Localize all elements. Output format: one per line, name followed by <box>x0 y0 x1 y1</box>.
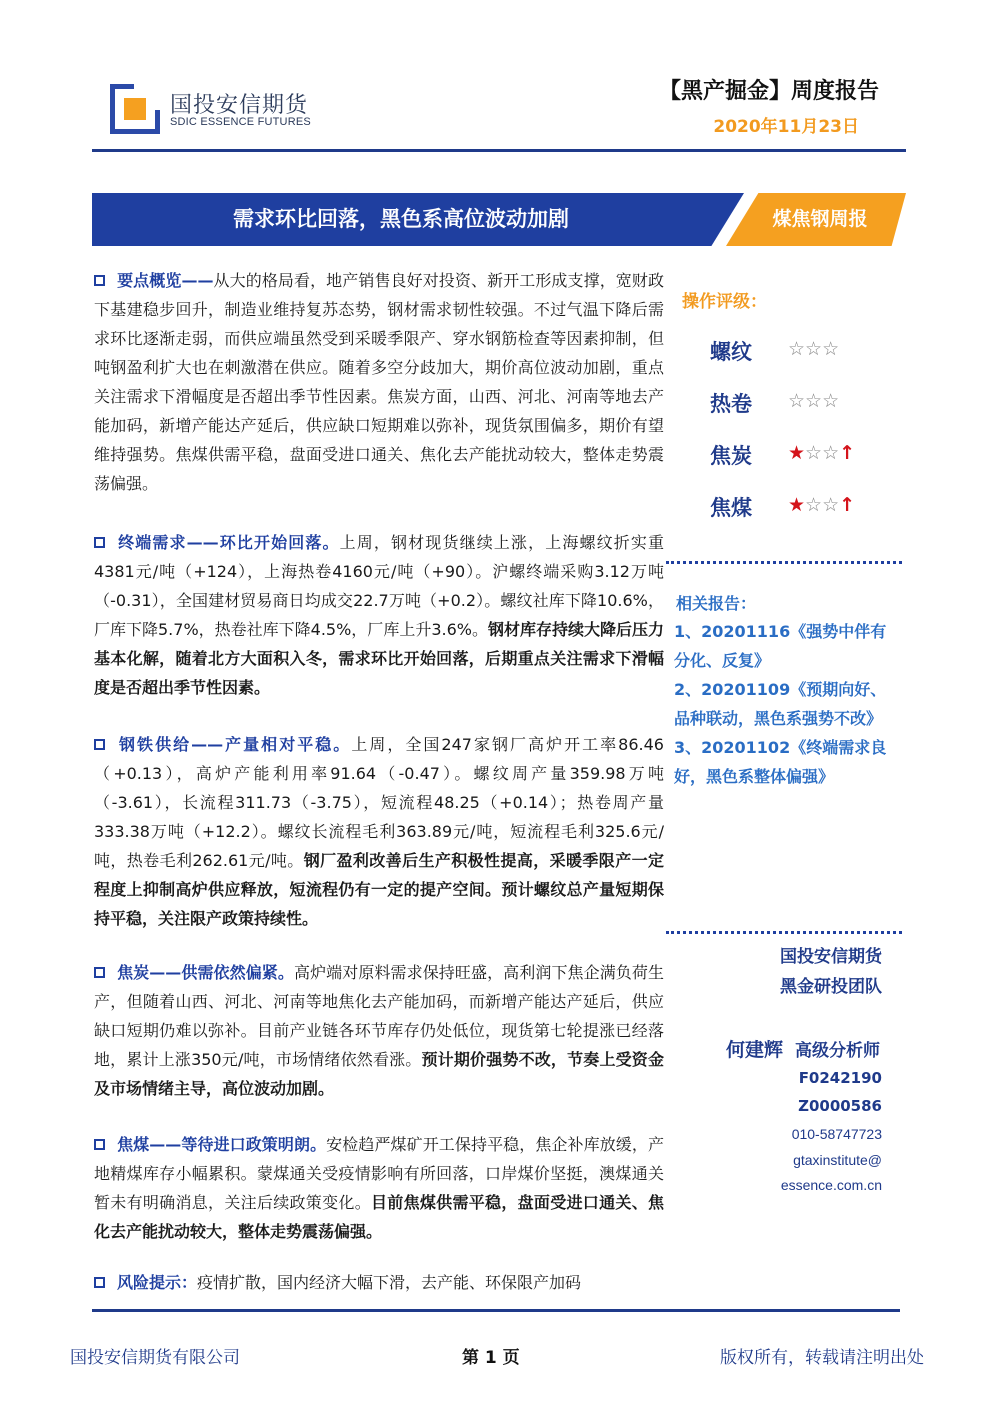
related-report-item[interactable]: 1、20201116《强势中伴有分化、反复》 <box>674 622 887 670</box>
header-divider <box>92 149 906 152</box>
section-keyword: 焦煤——等待进口政策明朗。 <box>117 1135 327 1154</box>
page-number: 第 1 页 <box>462 1348 520 1368</box>
section-text: 上周，钢材现货继续上涨，上海螺纹折实重4381元/吨（+124），上海热卷4160元/吨（+90）。沪螺终端采购3.12万吨（-0.31），全国建材贸易商日均成交22.7万吨（+0.2）。螺纹社库下降10.6%，厂库下降5.7%，热卷社库下降4.5%，厂库上升3.6%。 <box>94 533 664 639</box>
analyst-title: 高级分析师 <box>795 1041 880 1061</box>
star-empty-icon: ☆☆☆ <box>788 338 840 360</box>
report-date: 2020年11月23日 <box>713 117 859 137</box>
rating-product: 焦炭 <box>710 444 752 468</box>
analyst-phone: 010-58747723 <box>791 1126 882 1142</box>
logo-mark-icon <box>110 84 160 134</box>
related-report-item[interactable]: 2、20201109《预期向好、品种联动，黑色系强势不改》 <box>674 680 887 728</box>
bullet-square-icon <box>94 275 105 286</box>
star-empty-icon: ☆☆ <box>805 442 840 464</box>
footer-company: 国投安信期货有限公司 <box>70 1348 240 1368</box>
rating-row <box>710 492 890 532</box>
section-keyword: 终端需求——环比开始回落。 <box>117 533 340 552</box>
rating-stars <box>788 442 855 464</box>
rating-row <box>710 336 890 376</box>
bullet-square-icon <box>94 537 105 548</box>
analyst <box>726 1035 880 1062</box>
sidebar-divider <box>666 931 902 934</box>
section-emphasis: 钢材库存持续大降后压力基本化解，随着北方大面积入冬，需求环比开始回落，后期重点关注需求下滑幅度是否超出季节性因素。 <box>94 620 664 697</box>
report-category-tag: 煤焦钢周报 <box>772 208 868 230</box>
section-overview <box>94 266 664 498</box>
sidebar-divider <box>666 561 902 564</box>
section-coking-coal <box>94 1130 664 1246</box>
section-text: 疫情扩散，国内经济大幅下滑，去产能、环保限产加码 <box>197 1273 582 1292</box>
section-text: 安检趋严煤矿开工保持平稳，焦企补库放缓，产地精煤库存小幅累积。蒙煤通关受疫情影响有所回落，口岸煤价坚挺，澳煤通关暂未有明确消息，关注后续政策变化。 <box>94 1135 664 1212</box>
logo-company-en: SDIC ESSENCE FUTURES <box>170 116 311 128</box>
section-emphasis: 钢厂盈利改善后生产积极性提高，采暖季限产一定程度上抑制高炉供应释放，短流程仍有一定的提产空间。预计螺纹总产量短期保持平稳，关注限产政策持续性。 <box>94 851 664 928</box>
section-supply <box>94 730 664 933</box>
analyst-cert-f: F0242190 <box>798 1069 882 1087</box>
star-filled-icon: ★ <box>788 494 806 516</box>
section-keyword: 钢铁供给——产量相对平稳。 <box>117 735 352 754</box>
section-keyword: 风险提示： <box>117 1273 198 1292</box>
company-logo <box>110 84 330 136</box>
section-keyword: 要点概览—— <box>117 271 214 290</box>
bullet-square-icon <box>94 967 105 978</box>
report-title: 需求环比回落，黑色系高位波动加剧 <box>233 207 569 231</box>
analyst-email-line2[interactable]: essence.com.cn <box>780 1177 882 1193</box>
up-arrow-icon: ↑ <box>839 494 856 516</box>
star-filled-icon: ★ <box>788 442 806 464</box>
section-text: 高炉端对原料需求保持旺盛，高利润下焦企满负荷生产，但随着山西、河北、河南等地焦化去产能加码，而新增产能达产延后，供应缺口短期仍难以弥补。目前产业链各环节库存仍处低位，现货第七轮提涨已经落地，累计上涨350元/吨，市场情绪依然看涨。 <box>94 963 664 1069</box>
up-arrow-icon: ↑ <box>839 442 856 464</box>
section-emphasis: 目前焦煤供需平稳，盘面受进口通关、焦化去产能扰动较大，整体走势震荡偏强。 <box>94 1193 664 1241</box>
section-emphasis: 预计期价强势不改，节奏上受资金及市场情绪主导，高位波动加剧。 <box>94 1050 664 1098</box>
section-risk <box>94 1268 664 1297</box>
analyst-cert-z: Z0000586 <box>798 1097 882 1115</box>
analyst-name: 何建辉 <box>725 1039 783 1061</box>
rating-stars <box>788 494 855 516</box>
related-reports-title: 相关报告： <box>676 594 757 613</box>
rating-product: 焦煤 <box>710 496 752 520</box>
rating-row <box>710 388 890 428</box>
team-name: 黑金研投团队 <box>780 977 882 997</box>
analyst-email-line1[interactable]: gtaxinstitute@ <box>793 1152 882 1168</box>
rating-stars <box>788 390 839 412</box>
rating-product: 螺纹 <box>710 340 752 364</box>
section-demand <box>94 528 664 702</box>
related-report-item[interactable]: 3、20201102《终端需求良好，黑色系整体偏强》 <box>674 738 887 786</box>
rating-product: 热卷 <box>710 392 752 416</box>
rating-title: 操作评级： <box>682 292 767 312</box>
section-text: 上周，全国247家钢厂高炉开工率86.46（+0.13），高炉产能利用率91.64（-0.47）。螺纹周产量359.98万吨（-3.61），长流程311.73（-3.75），短流程48.25（+0.14）；热卷周产量333.38万吨（+12.2）。螺纹长流程毛利363.89元/吨，短流程毛利325.6元/吨，热卷毛利262.61元/吨。 <box>94 735 664 870</box>
rating-stars <box>788 338 839 360</box>
title-banner <box>92 193 906 246</box>
section-text: 从大的格局看，地产销售良好对投资、新开工形成支撑，宽财政下基建稳步回升，制造业维持复苏态势，钢材需求韧性较强。不过气温下降后需求环比逐渐走弱，而供应端虽然受到采暖季限产、穿水钢筋检查等因素抑制，但吨钢盈利扩大也在刺激潜在供应。随着多空分歧加大，期价高位波动加剧，重点关注需求下滑幅度是否超出季节性因素。焦炭方面，山西、河北、河南等地去产能加码，新增产能达产延后，供应缺口短期难以弥补，现货氛围偏多，期价有望维持强势。焦煤供需平稳，盘面受进口通关、焦化去产能扰动较大，整体走势震荡偏强。 <box>94 271 664 493</box>
logo-company-cn: 国投安信期货 <box>170 93 309 118</box>
star-empty-icon: ☆☆ <box>805 494 840 516</box>
footer-copyright: 版权所有，转载请注明出处 <box>720 1348 924 1368</box>
star-empty-icon: ☆☆☆ <box>788 390 840 412</box>
section-coke <box>94 958 664 1103</box>
section-keyword: 焦炭——供需依然偏紧。 <box>117 963 294 982</box>
team-company: 国投安信期货 <box>780 947 882 967</box>
bullet-square-icon <box>94 739 105 750</box>
rating-row <box>710 440 890 480</box>
bullet-square-icon <box>94 1139 105 1150</box>
related-reports-list <box>674 617 902 791</box>
footer-divider <box>92 1309 900 1312</box>
report-type: 【黑产掘金】周度报告 <box>658 79 879 104</box>
bullet-square-icon <box>94 1277 105 1288</box>
